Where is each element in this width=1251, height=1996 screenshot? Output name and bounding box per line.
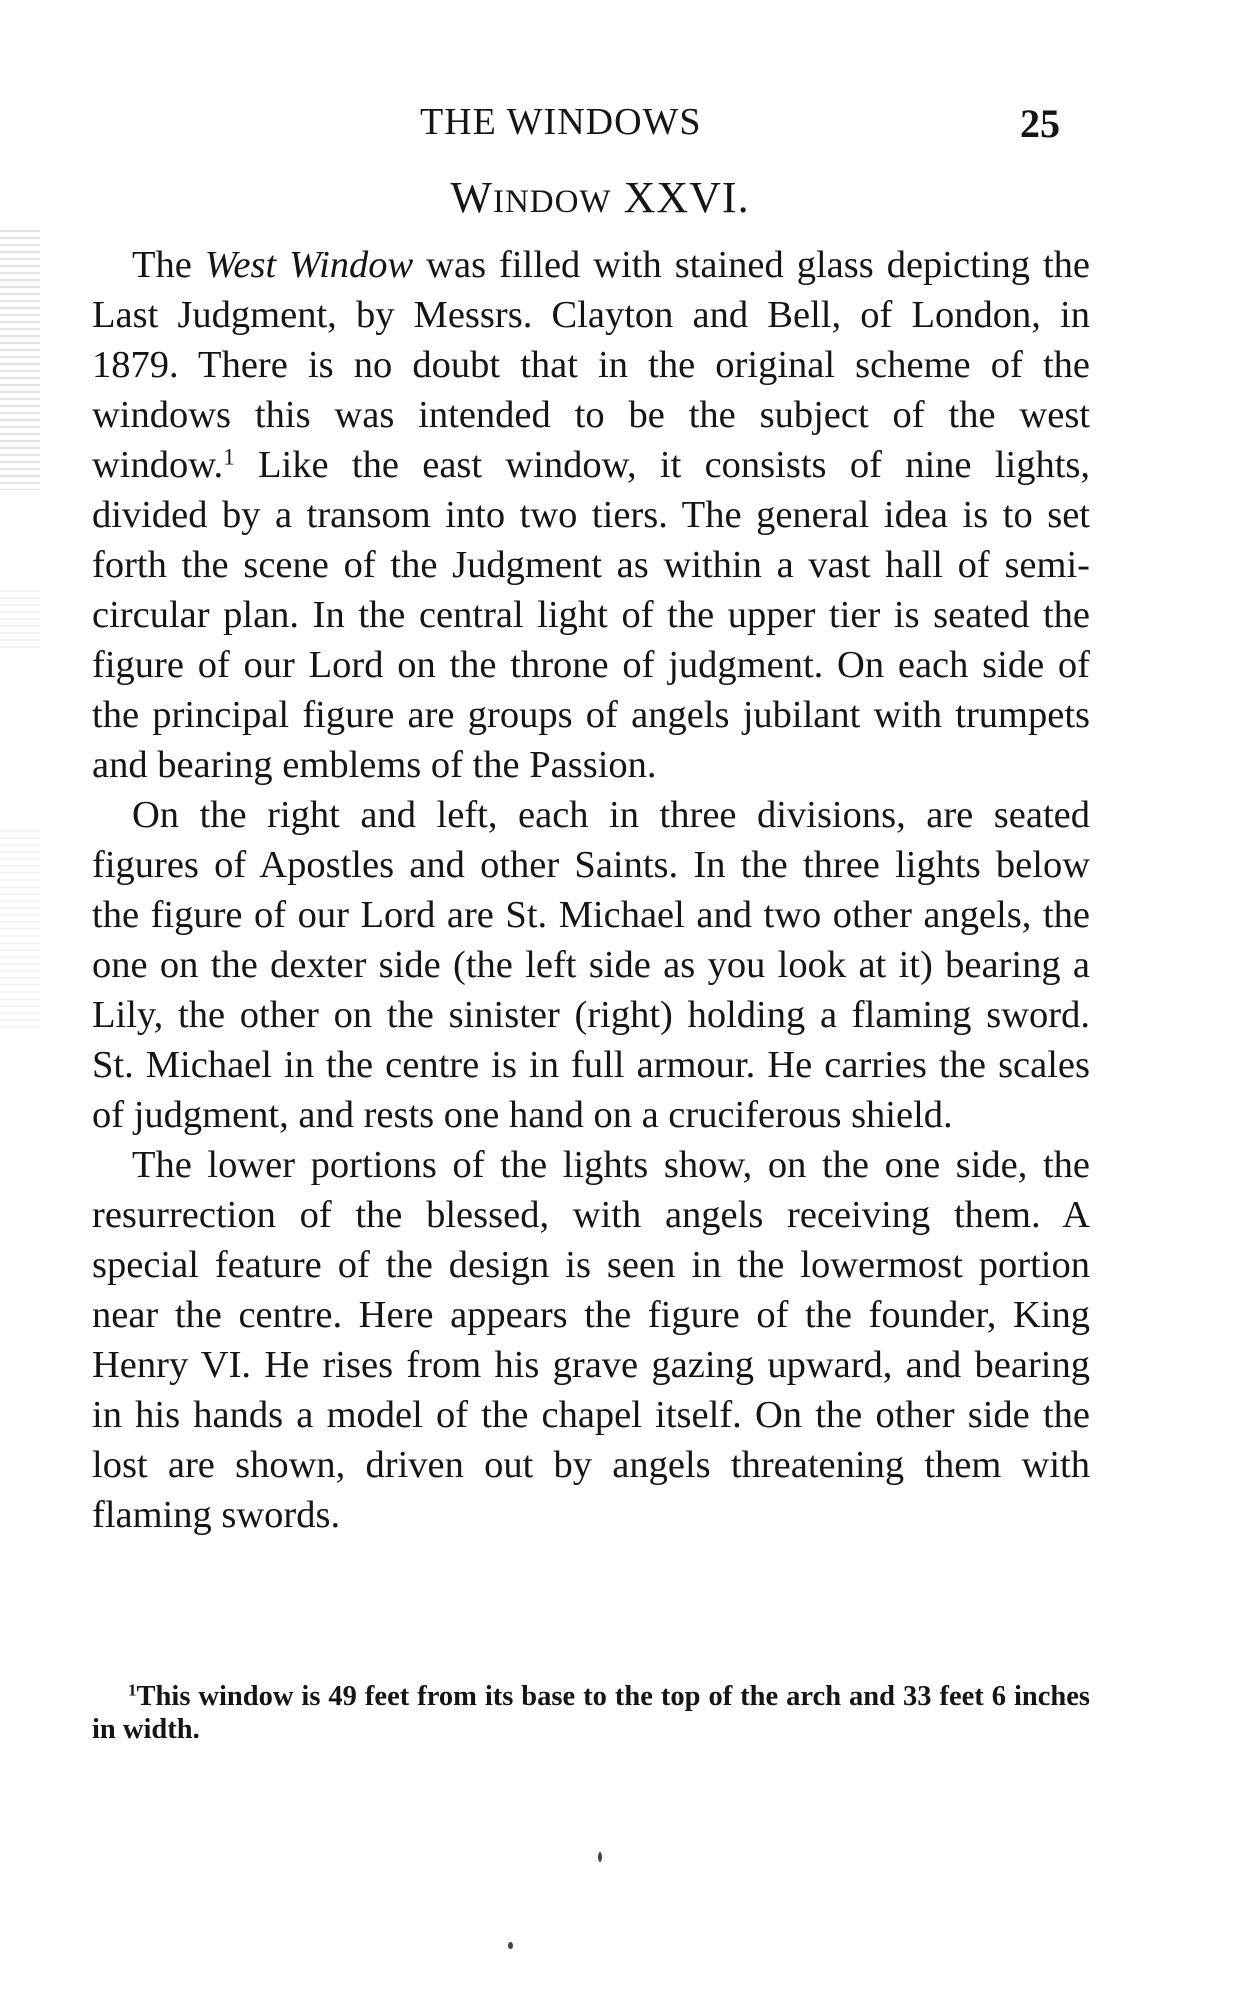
scan-edge-noise <box>0 590 40 650</box>
paragraph-1-end: Like the east window, it consists of nine lights, divided by a transom into two tiers. The general idea is to set forth the scene of the Judgment as within a vast hall of semi-circular plan. In the central light of the upper tier is seated the figure of our Lord on the throne of judgment. On each side of the principal figure are groups of angels jubilant with trumpets and bearing emblems of the Passion. <box>92 444 1090 786</box>
footnote-paragraph <box>92 1680 1090 1746</box>
heading-initial: W <box>450 173 493 222</box>
paragraph-2: On the right and left, each in three divisions, are seated figures of Apostles and other Saints. In the three lights below the figure of our Lord are St. Michael and two other angels, the one on the dexter side (the left side as you look at it) bearing a Lily, the other on the sinister (right) holding a flaming sword. St. Michael in the centre is in full armour. He carries the scales of judgment, and rests one hand on a cruciferous shield. <box>92 794 1090 1136</box>
paragraph-1-middle: was filled with stained glass depicting the Last Judgment, by Messrs. Clayton and Bell, of London, in 1879. There is no doubt that in the original scheme of the windows this was intended to be the subject of the west window. <box>92 244 1090 486</box>
heading-numeral: XXVI. <box>623 173 750 222</box>
scan-edge-noise <box>0 830 40 1030</box>
footnote-text: This window is 49 feet from its base to the top of the arch and 33 feet 6 inches in width. <box>92 1681 1090 1745</box>
paragraph-1 <box>92 240 1090 790</box>
paragraph-3: The lower portions of the lights show, on the one side, the resurrection of the blessed, with angels receiving them. A special feature of the design is seen in the lowermost portion near the centre. Here appears the figure of the founder, King Henry VI. He rises from his grave gazing upward, and bearing in his hands a model of the chapel itself. On the other side the lost are shown, driven out by angels threatening them with flaming swords. <box>92 1144 1090 1536</box>
footnote-marker: 1 <box>128 1680 137 1700</box>
section-heading <box>0 172 1200 223</box>
footnote <box>92 1680 1090 1746</box>
paragraph-1-start: The <box>132 244 205 286</box>
heading-smallcaps: INDOW <box>492 184 612 220</box>
scan-speck <box>598 1852 602 1862</box>
page-number: 25 <box>1020 101 1060 146</box>
footnote-reference: 1 <box>223 443 235 470</box>
running-head: THE WINDOWS <box>420 101 702 143</box>
body-text <box>92 240 1090 1540</box>
scan-edge-noise <box>0 230 40 490</box>
paragraph-1-italic: West Window <box>204 244 414 286</box>
scan-speck <box>508 1942 513 1949</box>
